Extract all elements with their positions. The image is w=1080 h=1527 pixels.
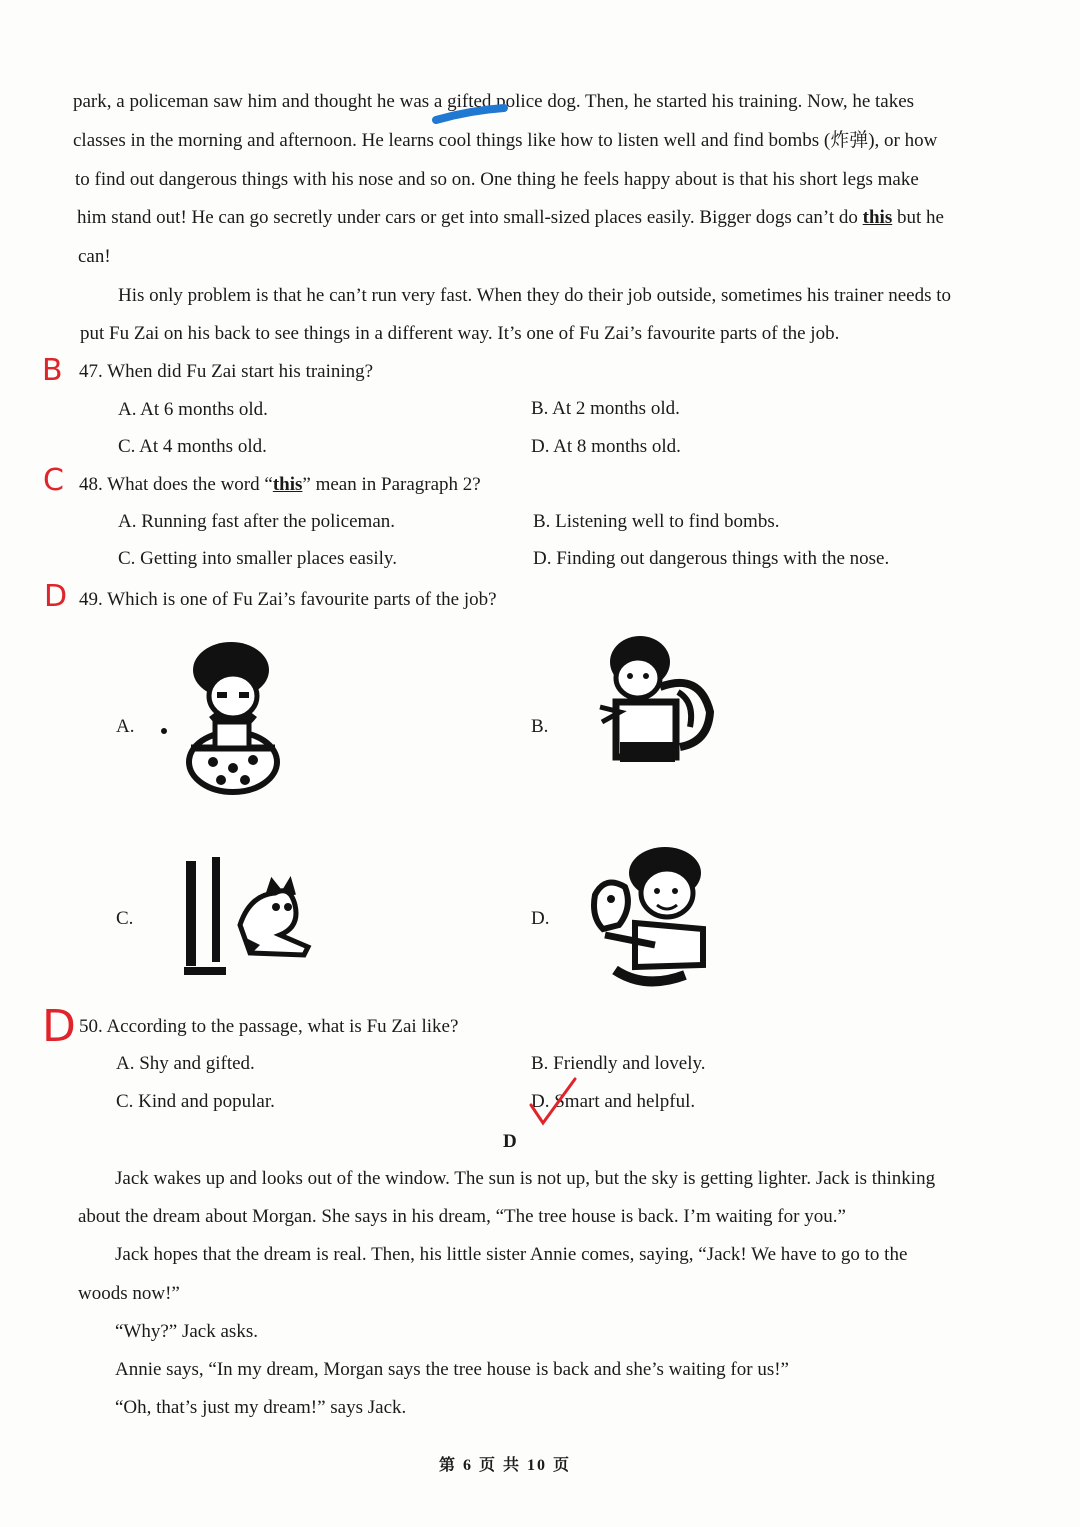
passage-d-p1-line-1: Jack wakes up and looks out of the window. The sun is not up, but the sky is getting lighter. Jack is thinking [115,1168,936,1189]
passage-c-line-1: park, a policeman saw him and thought he was a gifted police dog. Then, he started his training. Now, he takes [73,91,915,112]
answer-mark-q49: D [44,579,68,614]
q49-option-b-label: B. [531,716,549,737]
passage-c-para2-line-2: put Fu Zai on his back to see things in a different way. It’s one of Fu Zai’s favourite parts of the job. [80,323,840,344]
section-title-d: D [503,1131,517,1152]
picture-option-c [180,855,320,980]
q50-option-c: C. Kind and popular. [116,1091,275,1112]
q48-keyword-this: this [272,474,303,495]
q48-option-c: C. Getting into smaller places easily. [118,548,397,569]
passage-c-line-4: him stand out! He can go secretly under cars or get into small-sized places easily. Bigger dogs can’t do this but he [77,207,944,228]
answer-mark-q50: D [42,1001,76,1052]
passage-d-p5: “Oh, that’s just my dream!” says Jack. [115,1397,407,1418]
answer-mark-q48: C [43,463,64,498]
answer-mark-q47: B [42,353,63,388]
q47-option-b: B. At 2 months old. [531,398,680,419]
checkmark-icon [525,1075,580,1130]
passage-d-p2-line-2: woods now!” [78,1283,180,1304]
q48-option-a: A. Running fast after the policeman. [118,511,396,532]
q47-option-a: A. At 6 months old. [118,399,268,420]
blue-highlight-mark [430,104,510,128]
q49-option-d-label: D. [531,908,550,929]
question-47-stem: 47. When did Fu Zai start his training? [79,361,374,382]
passage-c-para2-line-1: His only problem is that he can’t run very fast. When they do their job outside, sometimes his trainer needs to [118,285,952,306]
q48-option-b: B. Listening well to find bombs. [533,511,780,532]
q50-option-b: B. Friendly and lovely. [531,1053,706,1074]
q49-option-c-label: C. [116,908,134,929]
picture-option-a [155,640,290,800]
passage-c-line-2: classes in the morning and afternoon. He learns cool things like how to listen well and find bombs (炸弹), or how [73,130,938,151]
passage-d-p4: Annie says, “In my dream, Morgan says the tree house is back and she’s waiting for us!” [115,1359,789,1380]
question-49-stem: 49. Which is one of Fu Zai’s favourite parts of the job? [79,589,497,610]
q49-option-a-label: A. [116,716,135,737]
question-50-stem: 50. According to the passage, what is Fu Zai like? [79,1016,459,1037]
q48-option-d: D. Finding out dangerous things with the nose. [533,548,890,569]
question-48-stem: 48. What does the word “this” mean in Paragraph 2? [79,474,481,495]
page-number: 第 6 页 共 10 页 [438,1457,571,1474]
passage-d-p1-line-2: about the dream about Morgan. She says in his dream, “The tree house is back. I’m waiting for you.” [78,1206,846,1227]
q47-option-c: C. At 4 months old. [118,436,267,457]
passage-d-p2-line-1: Jack hopes that the dream is real. Then, his little sister Annie comes, saying, “Jack! We have to go to the [115,1244,908,1265]
q47-option-d: D. At 8 months old. [531,436,681,457]
q50-option-a: A. Shy and gifted. [116,1053,255,1074]
keyword-this: this [862,207,893,228]
passage-c-line-3: to find out dangerous things with his nose and so on. One thing he feels happy about is that his short legs make [75,169,919,190]
q50-option-d: D. Smart and helpful. [531,1091,696,1112]
picture-option-b [590,632,720,772]
passage-d-p3: “Why?” Jack asks. [115,1321,258,1342]
picture-option-d [585,845,715,995]
passage-c-line-5: can! [78,246,111,267]
